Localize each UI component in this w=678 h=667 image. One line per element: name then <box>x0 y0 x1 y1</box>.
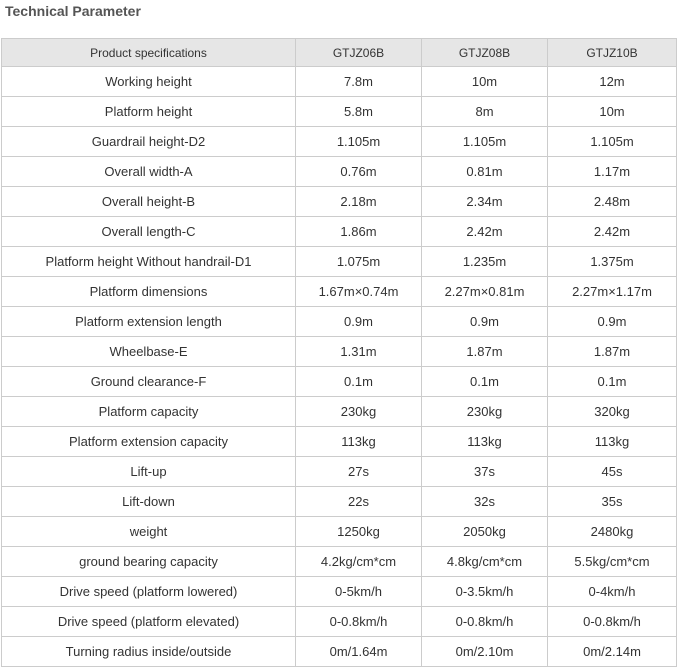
spec-name-cell: Platform height <box>2 97 296 127</box>
gtjz10b-cell: 0m/2.14m <box>548 637 677 667</box>
gtjz10b-cell: 0.9m <box>548 307 677 337</box>
gtjz08b-cell: 0-3.5km/h <box>422 577 548 607</box>
spec-name-cell: Platform capacity <box>2 397 296 427</box>
table-row <box>2 67 677 97</box>
gtjz08b-cell: 1.105m <box>422 127 548 157</box>
table-row <box>2 517 677 547</box>
spec-name-cell: Platform extension capacity <box>2 427 296 457</box>
gtjz06b-cell: 0-0.8km/h <box>296 607 422 637</box>
table-row <box>2 367 677 397</box>
table-row <box>2 547 677 577</box>
gtjz10b-cell: 45s <box>548 457 677 487</box>
table-row <box>2 157 677 187</box>
gtjz06b-cell: 1.67m×0.74m <box>296 277 422 307</box>
header-gtjz08b: GTJZ08B <box>422 39 548 67</box>
table-row <box>2 247 677 277</box>
gtjz06b-cell: 22s <box>296 487 422 517</box>
gtjz10b-cell: 2.48m <box>548 187 677 217</box>
gtjz10b-cell: 113kg <box>548 427 677 457</box>
gtjz08b-cell: 0-0.8km/h <box>422 607 548 637</box>
table-header-row <box>2 39 677 67</box>
gtjz08b-cell: 1.87m <box>422 337 548 367</box>
gtjz06b-cell: 1.105m <box>296 127 422 157</box>
gtjz10b-cell: 1.375m <box>548 247 677 277</box>
spec-name-cell: Drive speed (platform lowered) <box>2 577 296 607</box>
spec-name-cell: Guardrail height-D2 <box>2 127 296 157</box>
gtjz06b-cell: 2.18m <box>296 187 422 217</box>
table-row <box>2 577 677 607</box>
gtjz10b-cell: 0-4km/h <box>548 577 677 607</box>
gtjz08b-cell: 0.1m <box>422 367 548 397</box>
gtjz08b-cell: 2.42m <box>422 217 548 247</box>
gtjz08b-cell: 2050kg <box>422 517 548 547</box>
gtjz08b-cell: 8m <box>422 97 548 127</box>
spec-name-cell: Platform height Without handrail-D1 <box>2 247 296 277</box>
gtjz10b-cell: 0.1m <box>548 367 677 397</box>
header-product-specifications: Product specifications <box>2 39 296 67</box>
gtjz06b-cell: 230kg <box>296 397 422 427</box>
table-row <box>2 457 677 487</box>
spec-name-cell: Platform dimensions <box>2 277 296 307</box>
gtjz10b-cell: 2.27m×1.17m <box>548 277 677 307</box>
spec-name-cell: Ground clearance-F <box>2 367 296 397</box>
gtjz08b-cell: 0m/2.10m <box>422 637 548 667</box>
gtjz06b-cell: 1.075m <box>296 247 422 277</box>
table-row <box>2 277 677 307</box>
gtjz06b-cell: 1.31m <box>296 337 422 367</box>
table-row <box>2 337 677 367</box>
gtjz06b-cell: 0.9m <box>296 307 422 337</box>
spec-name-cell: Overall length-C <box>2 217 296 247</box>
spec-table <box>1 38 677 667</box>
table-row <box>2 97 677 127</box>
table-row <box>2 307 677 337</box>
gtjz08b-cell: 2.34m <box>422 187 548 217</box>
spec-name-cell: Platform extension length <box>2 307 296 337</box>
gtjz08b-cell: 4.8kg/cm*cm <box>422 547 548 577</box>
gtjz08b-cell: 37s <box>422 457 548 487</box>
gtjz06b-cell: 1.86m <box>296 217 422 247</box>
gtjz08b-cell: 2.27m×0.81m <box>422 277 548 307</box>
spec-name-cell: Turning radius inside/outside <box>2 637 296 667</box>
spec-name-cell: Drive speed (platform elevated) <box>2 607 296 637</box>
spec-name-cell: weight <box>2 517 296 547</box>
gtjz10b-cell: 5.5kg/cm*cm <box>548 547 677 577</box>
gtjz08b-cell: 1.235m <box>422 247 548 277</box>
gtjz06b-cell: 7.8m <box>296 67 422 97</box>
header-gtjz06b: GTJZ06B <box>296 39 422 67</box>
gtjz08b-cell: 0.81m <box>422 157 548 187</box>
gtjz10b-cell: 0-0.8km/h <box>548 607 677 637</box>
gtjz10b-cell: 35s <box>548 487 677 517</box>
page-title: Technical Parameter <box>5 3 141 19</box>
gtjz06b-cell: 0m/1.64m <box>296 637 422 667</box>
table-row <box>2 217 677 247</box>
gtjz06b-cell: 5.8m <box>296 97 422 127</box>
spec-name-cell: Wheelbase-E <box>2 337 296 367</box>
gtjz10b-cell: 2480kg <box>548 517 677 547</box>
spec-name-cell: Lift-up <box>2 457 296 487</box>
gtjz06b-cell: 27s <box>296 457 422 487</box>
gtjz06b-cell: 0.1m <box>296 367 422 397</box>
gtjz06b-cell: 4.2kg/cm*cm <box>296 547 422 577</box>
gtjz08b-cell: 32s <box>422 487 548 517</box>
gtjz10b-cell: 320kg <box>548 397 677 427</box>
spec-name-cell: Overall width-A <box>2 157 296 187</box>
gtjz10b-cell: 12m <box>548 67 677 97</box>
table-row <box>2 187 677 217</box>
table-row <box>2 607 677 637</box>
gtjz08b-cell: 10m <box>422 67 548 97</box>
gtjz08b-cell: 0.9m <box>422 307 548 337</box>
table-row <box>2 427 677 457</box>
table-row <box>2 127 677 157</box>
spec-name-cell: ground bearing capacity <box>2 547 296 577</box>
gtjz08b-cell: 230kg <box>422 397 548 427</box>
gtjz06b-cell: 0-5km/h <box>296 577 422 607</box>
table-row <box>2 487 677 517</box>
header-gtjz10b: GTJZ10B <box>548 39 677 67</box>
gtjz06b-cell: 1250kg <box>296 517 422 547</box>
gtjz10b-cell: 10m <box>548 97 677 127</box>
spec-name-cell: Lift-down <box>2 487 296 517</box>
gtjz06b-cell: 113kg <box>296 427 422 457</box>
gtjz10b-cell: 1.105m <box>548 127 677 157</box>
gtjz06b-cell: 0.76m <box>296 157 422 187</box>
table-row <box>2 397 677 427</box>
spec-name-cell: Working height <box>2 67 296 97</box>
gtjz08b-cell: 113kg <box>422 427 548 457</box>
table-row <box>2 637 677 667</box>
gtjz10b-cell: 1.87m <box>548 337 677 367</box>
gtjz10b-cell: 2.42m <box>548 217 677 247</box>
spec-name-cell: Overall height-B <box>2 187 296 217</box>
gtjz10b-cell: 1.17m <box>548 157 677 187</box>
